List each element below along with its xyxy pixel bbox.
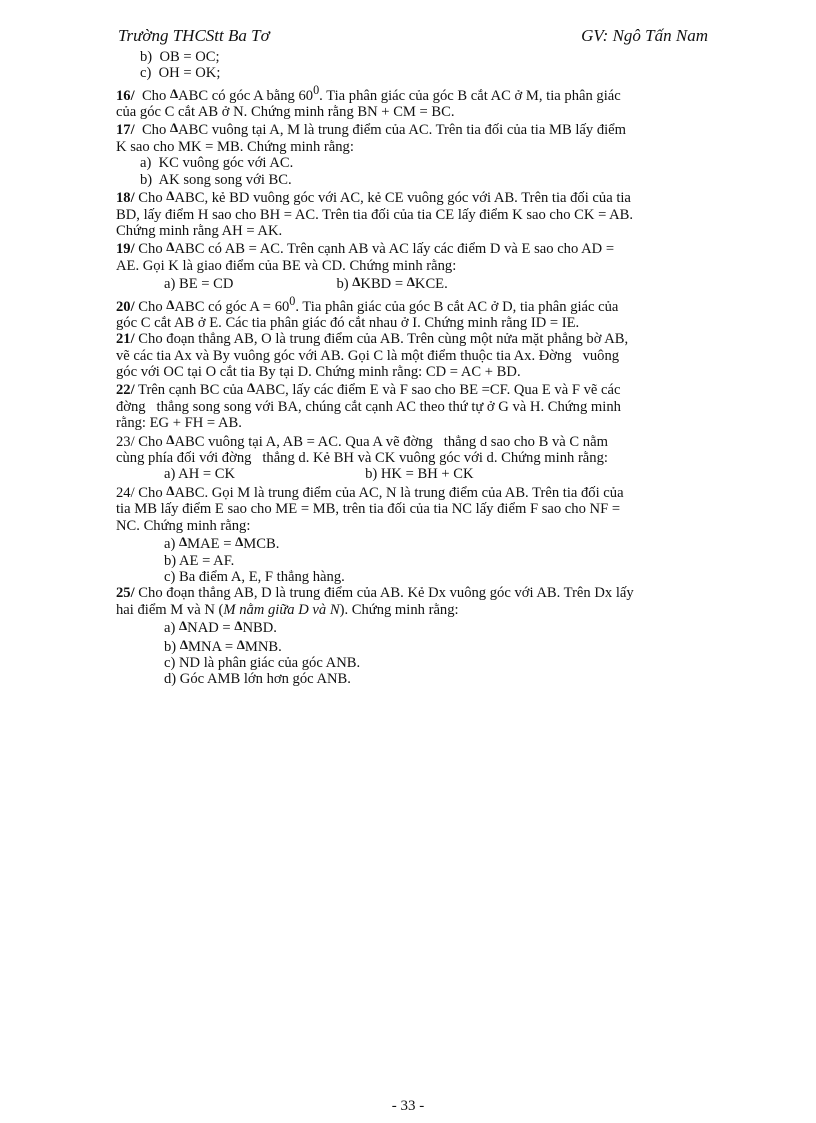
text-line: 25/ Cho đoạn thẳng AB, D là trung điểm của AB. Kẻ Dx vuông góc với AB. Trên Dx lấy xyxy=(116,585,634,602)
text-line: hai điểm M và N (M nằm giữa D và N). Chứng minh rằng: xyxy=(116,601,459,618)
triangle-icon: Δ xyxy=(246,380,256,396)
text-line: 21/ Cho đoạn thẳng AB, O là trung điểm của AB. Trên cùng một nửa mặt phẳng bờ AB, xyxy=(116,331,629,348)
text-line: đờng thẳng song song với BA, chúng cắt cạnh AC theo thứ tự ở G và H. Chứng minh xyxy=(116,398,621,415)
triangle-icon: Δ xyxy=(179,618,188,634)
text-line: 24/ Cho ΔABC. Gọi M là trung điểm của AC, N là trung điểm của AB. Trên tia đối của xyxy=(116,482,624,501)
triangle-icon: Δ xyxy=(406,274,415,290)
text-line: góc C cắt AB ở E. Các tia phân giác đó cắt nhau ở I. Chứng minh rằng ID = IE. xyxy=(116,314,580,331)
exercise-list xyxy=(116,49,748,688)
triangle-icon: Δ xyxy=(234,618,243,634)
text-line: 22/ Trên cạnh BC của ΔABC, lấy các điểm E và F sao cho BE =CF. Qua E và F vẽ các xyxy=(116,380,621,399)
text-line: 23/ Cho ΔABC vuông tại A, AB = AC. Qua A vẽ đờng thẳng d sao cho B và C nằm xyxy=(116,431,608,450)
text-line: a) ΔNAD = ΔNBD. xyxy=(164,618,277,637)
triangle-icon: Δ xyxy=(235,534,244,550)
page-number: - 33 - xyxy=(391,1098,425,1114)
text-line: cùng phía đối với đờng thẳng d. Kẻ BH và CK vuông góc với d. Chứng minh rằng: xyxy=(116,450,608,467)
school-name: Trường THCStt Ba Tơ xyxy=(118,26,270,45)
text-line: b) AK song song với BC. xyxy=(140,171,292,188)
text-line: tia MB lấy điểm E sao cho ME = MB, trên tia đối của tia NC lấy điểm F sao cho NF = xyxy=(116,501,621,518)
triangle-icon: Δ xyxy=(166,239,175,255)
text-line: c) Ba điểm A, E, F thẳng hàng. xyxy=(164,568,345,585)
triangle-icon: Δ xyxy=(166,482,175,498)
triangle-icon: Δ xyxy=(169,85,179,101)
text-line: c) ND là phân giác của góc ANB. xyxy=(164,654,361,671)
text-line: 17/ Cho ΔABC vuông tại A, M là trung điểm của AC. Trên tia đối của tia MB lấy điểm xyxy=(116,120,627,139)
triangle-icon: Δ xyxy=(169,120,179,136)
page-header xyxy=(118,26,708,48)
triangle-icon: Δ xyxy=(179,636,188,652)
triangle-icon: Δ xyxy=(236,636,245,652)
text-line: 18/ Cho ΔABC, kẻ BD vuông góc với AC, kẻ CE vuông góc với AB. Trên tia đối của tia xyxy=(116,188,631,207)
text-line: 20/ Cho ΔABC có góc $A = 60^0$. Tia phân giác của góc B cắt AC ở D, tia phân giác của xyxy=(116,293,619,315)
text-line: b) AE = AF. xyxy=(164,552,235,569)
text-line: Chứng minh rằng AH = AK. xyxy=(116,222,283,239)
text-line: a) ΔMAE = ΔMCB. xyxy=(164,534,280,553)
text-line: a) AH = CK b) HK = BH + CK xyxy=(164,466,474,483)
text-line: 19/ Cho ΔABC có AB = AC. Trên cạnh AB và AC lấy các điểm D và E sao cho AD = xyxy=(116,239,615,258)
text-line: BD, lấy điểm H sao cho BH = AC. Trên tia đối của tia CE lấy điểm K sao cho CK = AB. xyxy=(116,206,634,223)
text-line: a) KC vuông góc với AC. xyxy=(140,155,294,172)
teacher-name: GV: Ngô Tấn Nam xyxy=(581,26,708,45)
text-line: b) OB = OC; xyxy=(140,49,220,65)
triangle-icon: Δ xyxy=(166,431,175,447)
text-line: b) ΔMNA = ΔMNB. xyxy=(164,636,282,655)
text-line: NC. Chứng minh rằng: xyxy=(116,517,251,534)
text-line: AE. Gọi K là giao điểm của BE và CD. Chứng minh rằng: xyxy=(116,257,457,274)
text-line: vẽ các tia Ax và By vuông góc với AB. Gọi C là một điểm thuộc tia Ax. Đờng vuông xyxy=(116,347,620,364)
triangle-icon: Δ xyxy=(352,274,361,290)
text-line: 16/ Cho ΔABC có góc A bằng $60^0$. Tia phân giác của góc B cắt AC ở M, tia phân giác xyxy=(116,82,621,104)
triangle-icon: Δ xyxy=(166,296,175,312)
text-line: góc với OC tại O cắt tia By tại D. Chứng minh rằng: CD = AC + BD. xyxy=(116,364,521,381)
text-line: của góc C cắt AB ở N. Chứng minh rằng BN + CM = BC. xyxy=(116,104,455,121)
triangle-icon: Δ xyxy=(179,534,188,550)
triangle-icon: Δ xyxy=(166,188,175,204)
text-line: a) BE = CD b) ΔKBD = ΔKCE. xyxy=(164,274,448,293)
text-line: K sao cho MK = MB. Chứng minh rằng: xyxy=(116,138,354,155)
text-line: c) OH = OK; xyxy=(140,65,221,82)
text-line: rằng: EG + FH = AB. xyxy=(116,415,242,432)
text-line: d) Góc AMB lớn hơn góc ANB. xyxy=(164,671,351,688)
